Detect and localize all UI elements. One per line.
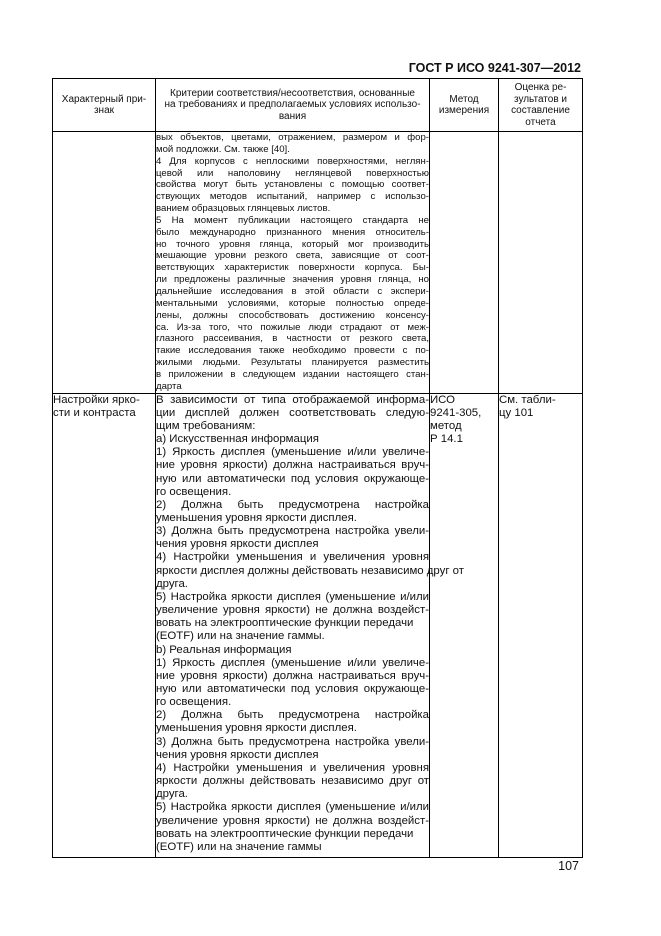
header-feature: Характерный при- знак [53,79,156,132]
text-line: ции дисплей должен соответствовать следую- [156,406,429,419]
text-line: было международно признанного мнения относитель- [156,226,429,238]
requirements-table [52,78,583,858]
text-line: увеличение уровня яркости) не должна воздейст- [156,814,429,827]
text-line: дальнейшие исследования в этой области с экспери- [156,285,429,297]
text-line: уменьшения уровня яркости дисплея. [156,722,357,735]
text-line: 9241-305, [430,406,482,419]
text-line: ли предложены различные значения уровня глянца, но [156,274,429,286]
text-line: но точного уровня глянца, который мог производить [156,238,429,250]
text-line: свойства могут быть установлены с помощью соответ- [156,179,429,191]
text-line: го освещения. [156,696,232,709]
text-line: ную или автоматически под условия окружающе- [156,472,429,485]
text-line: Настройки ярко- [53,393,140,406]
text-line: a) Искусственная информация [156,433,319,446]
text-line: ментальными условиями, которые полностью опреде- [156,297,429,309]
table-header-row [53,79,583,132]
text-line: 4 Для корпусов с неплоскими поверхностями, неглян- [156,155,429,167]
header-report: Оценка ре- зультатов и составление отчета [499,79,583,132]
row1-method-cell [430,132,499,394]
table-row [53,393,583,857]
text-line: жилыми людьми. Результаты планируется разместить [156,357,429,369]
text-line: са. Из-за того, что пожилые люди страдают от меж- [156,321,429,333]
text-line: 3) Должна быть предусмотрена настройка увели- [156,735,429,748]
text-line: ную или автоматически под условия окружающе- [156,683,429,695]
text-line: друга. [156,788,188,801]
row2-feature-cell [53,393,156,857]
text-line: 5) Настройка яркости дисплея (уменьшение и/или [156,801,429,814]
text-line: цевой или наполовину неглянцевой поверхностью [156,167,429,179]
text-line: щим требованиям: [156,419,256,432]
text-line: ствующих методов испытаний, например с использо- [156,191,429,203]
text-line: 3) Должна быть предусмотрена настройка увели- [156,525,429,538]
text-line: чения уровня яркости дисплея [156,748,319,761]
text-line: (EOTF) или на значение гаммы [156,840,322,853]
text-line: увеличение уровня яркости) не должна воздейст- [156,604,429,617]
text-line: 1) Яркость дисплея (уменьшение и/или увеличе- [156,656,429,669]
text-line: 2) Должна быть предусмотрена настройка [156,498,429,511]
text-line: (EOTF) или на значение гаммы. [156,630,325,643]
text-line: вовать на электрооптические функции передачи [156,617,414,630]
text-line: 5) Настройка яркости дисплея (уменьшение и/или [156,590,429,603]
text-line: цу 101 [499,406,534,419]
row1-report-cell [499,132,583,394]
text-line: 2) Должна быть предусмотрена настройка [156,709,429,722]
text-line: вовать на электрооптические функции передачи [156,827,414,840]
text-line: 5 На момент публикации настоящего стандарта не [156,214,429,226]
text-line: ветствующих характеристик поверхности корпуса. Бы- [156,262,429,274]
table-row [53,132,583,394]
text-line: b) Реальная информация [156,643,292,656]
document-code: ГОСТ Р ИСО 9241-307—2012 [408,61,581,75]
text-line: мешающие уровни резкого света, зависящие от соот- [156,250,429,262]
text-line: яркости дисплея должны действовать независимо друг от [156,564,464,577]
text-line: См. табли- [499,393,556,406]
text-line: дарта [156,380,182,392]
text-line: яркости должны действовать независимо друг от [156,775,429,788]
text-line: 4) Настройки уменьшения и увеличения уровня [156,551,429,564]
text-line: 4) Настройки уменьшения и увеличения уровня [156,761,429,774]
row1-criteria-cell [156,132,430,394]
text-line: глазного рассеивания, в частности от резкого света, [156,333,429,345]
text-line: сти и контраста [53,406,136,419]
row2-report-cell [499,393,583,857]
text-line: в приложении в следующем издании настоящего стан- [156,368,429,380]
text-line: такие исследования также необходимо провести с по- [156,345,429,357]
text-line: В зависимости от типа отображаемой информа- [156,393,429,406]
text-line: ние уровня яркости) должна настраиваться вруч- [156,459,429,472]
text-line: го освещения. [156,485,232,498]
text-line: мой подложки. См. также [40]. [156,143,290,155]
text-line: вых объектов, цветами, отражением, размером и фор- [156,132,429,143]
text-line: уменьшения уровня яркости дисплея. [156,511,357,524]
header-criteria: Критерии соответствия/несоответствия, основанные на требованиях и предполагаемых условиях использо- вания [156,79,430,132]
text-line: 1) Яркость дисплея (уменьшение и/или увеличе- [156,446,429,459]
text-line: ванием образцовых глянцевых листов. [156,203,331,215]
text-line: друга. [156,577,188,590]
text-line: чения уровня яркости дисплея [156,538,319,551]
text-line: лены, должны способствовать достижению консенсу- [156,309,429,321]
header-method: Метод измерения [430,79,499,132]
text-line: метод [430,419,462,432]
text-line: ИСО [430,393,456,406]
text-line: ние уровня яркости) должна настраиваться вруч- [156,669,429,682]
text-line: Р 14.1 [430,433,463,446]
row1-feature-cell [53,132,156,394]
page-number: 107 [558,859,579,873]
row2-method-cell [430,393,499,857]
